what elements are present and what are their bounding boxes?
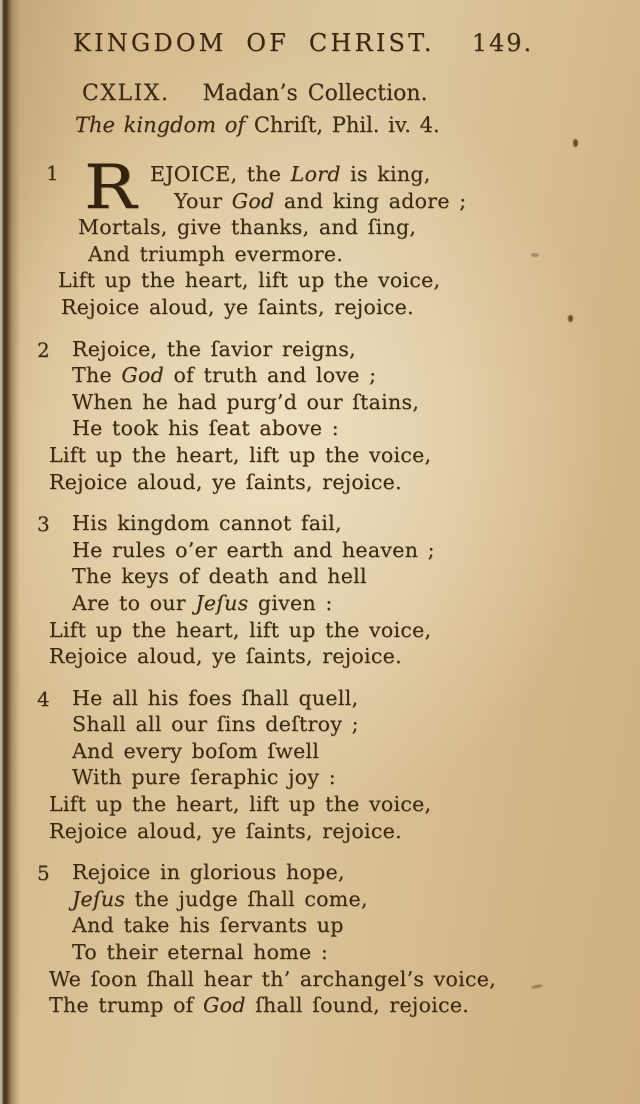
stanza-3 [0,510,640,670]
verse-line [72,563,640,590]
verse-line [72,912,640,939]
hymn-number: CXLIX. [82,81,170,106]
text: Lift up the heart, lift up the voice, [49,442,432,467]
text: EJOICE, the [150,162,291,186]
drop-cap-letter: R [84,152,137,223]
refrain-line [49,617,640,644]
text: The [72,363,122,388]
italic-text: God [231,188,275,213]
text: the judge ſhall come, [125,886,368,911]
text: With pure ſeraphic joy : [72,765,336,790]
verse-line [72,685,640,712]
text: Rejoice in glorious hope, [72,860,345,885]
refrain-line [49,442,640,469]
refrain-line [49,469,640,496]
stanza-1 [0,152,640,321]
text: And take his ſervants up [72,913,344,938]
verse-line [88,241,640,268]
text: of truth and love ; [164,363,377,388]
refrain-line [49,818,640,845]
verse-line [174,188,640,215]
refrain-line [58,267,640,294]
hymn-source: Madan’s Collection. [202,81,428,106]
verse-line [72,415,640,442]
running-header [0,0,640,63]
text: When he had purg’d our ſtains, [72,389,420,414]
verse-line [72,939,640,966]
stanza-number: 1 [46,161,59,185]
running-title: KINGDOM OF CHRIST. [73,29,435,57]
stanza-number: 2 [37,337,50,362]
verse-line [72,886,640,913]
refrain-line [49,643,640,670]
refrain-line [49,992,640,1019]
text: He rules o’er earth and heaven ; [72,537,435,562]
text: His kingdom cannot fail, [72,511,342,536]
text: Rejoice aloud, ye ſaints, rejoice. [49,818,402,843]
verse-line [72,336,640,363]
text: Shall all our ſins deſtroy ; [72,712,359,737]
text: To their eternal home : [72,940,329,965]
italic-text: God [203,993,246,1018]
verse-line [72,764,640,791]
hymn-heading [82,81,640,106]
refrain-line [49,966,640,993]
verse-line [72,738,640,765]
text: He took his ſeat above : [72,416,339,441]
page-number: 149. [471,29,534,57]
text: Rejoice aloud, ye ſaints, rejoice. [49,469,402,494]
text: Mortals, give thanks, and ſing, [78,215,417,240]
text: And every boſom ſwell [72,738,320,763]
text: Chriſt, Phil. iv. 4. [253,113,440,137]
hymn-stanzas [0,152,640,1019]
stanza-number: 5 [37,861,50,886]
verse-line [150,161,640,188]
verse-line [72,510,640,537]
stanza-4 [0,685,640,845]
verse-line [78,214,640,241]
text: Your [174,188,232,213]
text: given : [248,590,333,615]
text: And triumph evermore. [88,241,344,266]
hymn-subtitle [75,113,640,137]
text: Lift up the heart, lift up the voice, [49,617,432,642]
text: is king, [340,162,431,186]
text: Rejoice aloud, ye ſaints, rejoice. [61,294,414,319]
refrain-line [61,294,640,321]
text: Rejoice, the ſavior reigns, [72,336,356,361]
text: ſhall ſound, rejoice. [245,993,470,1018]
verse-line [72,711,640,738]
refrain-line [49,791,640,818]
verse-line [72,590,640,617]
italic-text: God [121,363,165,388]
text: The keys of death and hell [72,564,367,589]
stanza-number: 4 [37,686,50,711]
text: The trump of [49,993,203,1018]
text: Rejoice aloud, ye ſaints, rejoice. [49,644,402,669]
text: We ſoon ſhall hear th’ archangel’s voice, [49,966,497,991]
italic-text: Jeſus [72,886,126,911]
text: Lift up the heart, lift up the voice, [58,268,441,293]
text: Lift up the heart, lift up the voice, [49,792,432,817]
verse-line [72,537,640,564]
italic-text: The kingdom of [75,113,254,137]
verse-line [72,389,640,416]
stanza-2 [0,336,640,496]
italic-text: Lord [290,162,341,186]
verse-line [72,362,640,389]
italic-text: Jeſus [195,590,249,615]
stanza-number: 3 [37,512,50,537]
stanza-5 [0,859,640,1019]
text: and king adore ; [274,188,467,213]
text: He all his foes ſhall quell, [72,685,359,710]
text: Are to our [72,590,196,615]
verse-line [72,859,640,886]
